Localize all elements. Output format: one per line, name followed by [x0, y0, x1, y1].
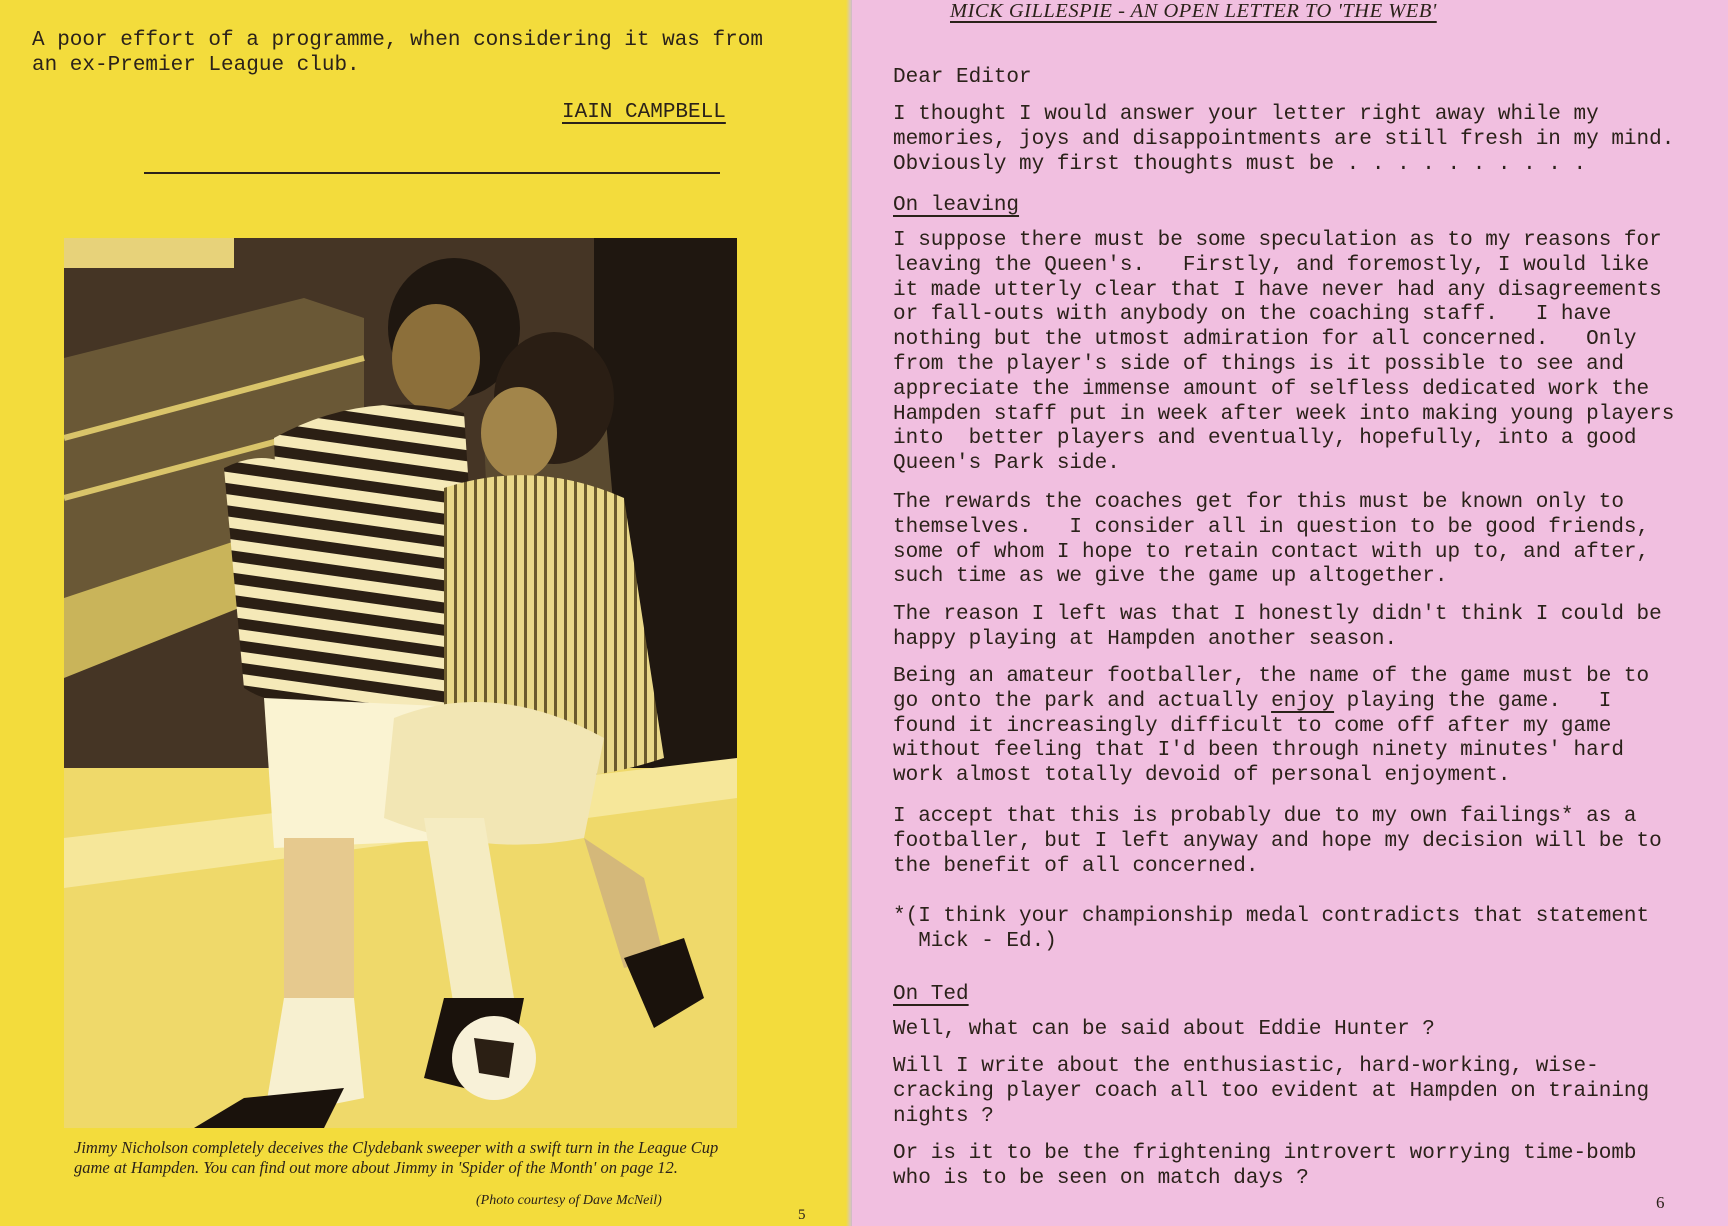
author-signature: IAIN CAMPBELL [562, 101, 726, 124]
paragraph-ted-3: Or is it to be the frightening introvert worrying time-bomb who is to be seen on match days ? [893, 1142, 1637, 1190]
paragraph-leaving-1: I suppose there must be some speculation as to my reasons for leaving the Queen's. Firstly, and foremostly, I would like it made utterly clear that I have never had any disagreements or fall-outs with anybody on the coaching staff. I have nothing but the utmost admiration for all concerned. Only from the player's side of things is it possible to see and appreciate the immense amount of selfless dedicated work the Hampden staff put in week after week into making young players into better players and eventually, hopefully, into a good Queen's Park side. [893, 229, 1675, 476]
paragraph-ted-1: Well, what can be said about Eddie Hunter ? [893, 1018, 1435, 1041]
paragraph-ted-2: Will I write about the enthusiastic, hard-working, wise- cracking player coach all too evident at Hampden on training nights ? [893, 1055, 1650, 1128]
section-divider [144, 172, 720, 174]
photo-caption: Jimmy Nicholson completely deceives the Clydebank sweeper with a swift turn in the League Cup game at Hampden. You can find out more about Jimmy in 'Spider of the Month' on page 12. [74, 1138, 719, 1177]
paragraph-leaving-4-end: playing the game. I found it increasingly difficult to come off after my game without feeling that I'd been through ninety minutes' hard work almost totally devoid of personal enjoyment. [893, 689, 1624, 788]
heading-on-leaving: On leaving [893, 194, 1020, 217]
editor-note: *(I think your championship medal contradicts that statement Mick - Ed.) [893, 905, 1650, 953]
emphasis-enjoy: enjoy [1271, 689, 1335, 713]
paragraph-leaving-4 [893, 665, 1649, 789]
paragraph-leaving-5: I accept that this is probably due to my own failings* as a footballer, but I left anyway and hope my decision will be to the benefit of all concerned. [893, 805, 1662, 878]
football-photo [64, 238, 737, 1128]
paragraph-leaving-3: The reason I left was that I honestly didn't think I could be happy playing at Hampden another season. [893, 603, 1662, 651]
football-photo-icon [64, 238, 737, 1128]
intro-paragraph: A poor effort of a programme, when considering it was from an ex-Premier League club. [32, 29, 763, 77]
page-number-right: 6 [1656, 1193, 1665, 1212]
heading-on-ted: On Ted [893, 983, 969, 1006]
photo-credit: (Photo courtesy of Dave McNeil) [476, 1193, 662, 1208]
article-title: MICK GILLESPIE - AN OPEN LETTER TO 'THE WEB' [950, 0, 1437, 22]
paragraph-leaving-4-start: Being an amateur footballer, the name of the game must be to go onto the park and actually [893, 665, 1650, 713]
left-page [0, 0, 850, 1226]
page-number-left: 5 [798, 1207, 806, 1223]
paragraph-leaving-2: The rewards the coaches get for this must be known only to themselves. I consider all in question to be good friends, some of whom I hope to retain contact with up to, and after, such time as we give the game up altogether. [893, 491, 1650, 589]
salutation: Dear Editor [893, 66, 1032, 89]
opening-paragraph: I thought I would answer your letter right away while my memories, joys and disappointments are still fresh in my mind. Obviously my first thoughts must be . . . . . . . . . . [893, 103, 1675, 176]
